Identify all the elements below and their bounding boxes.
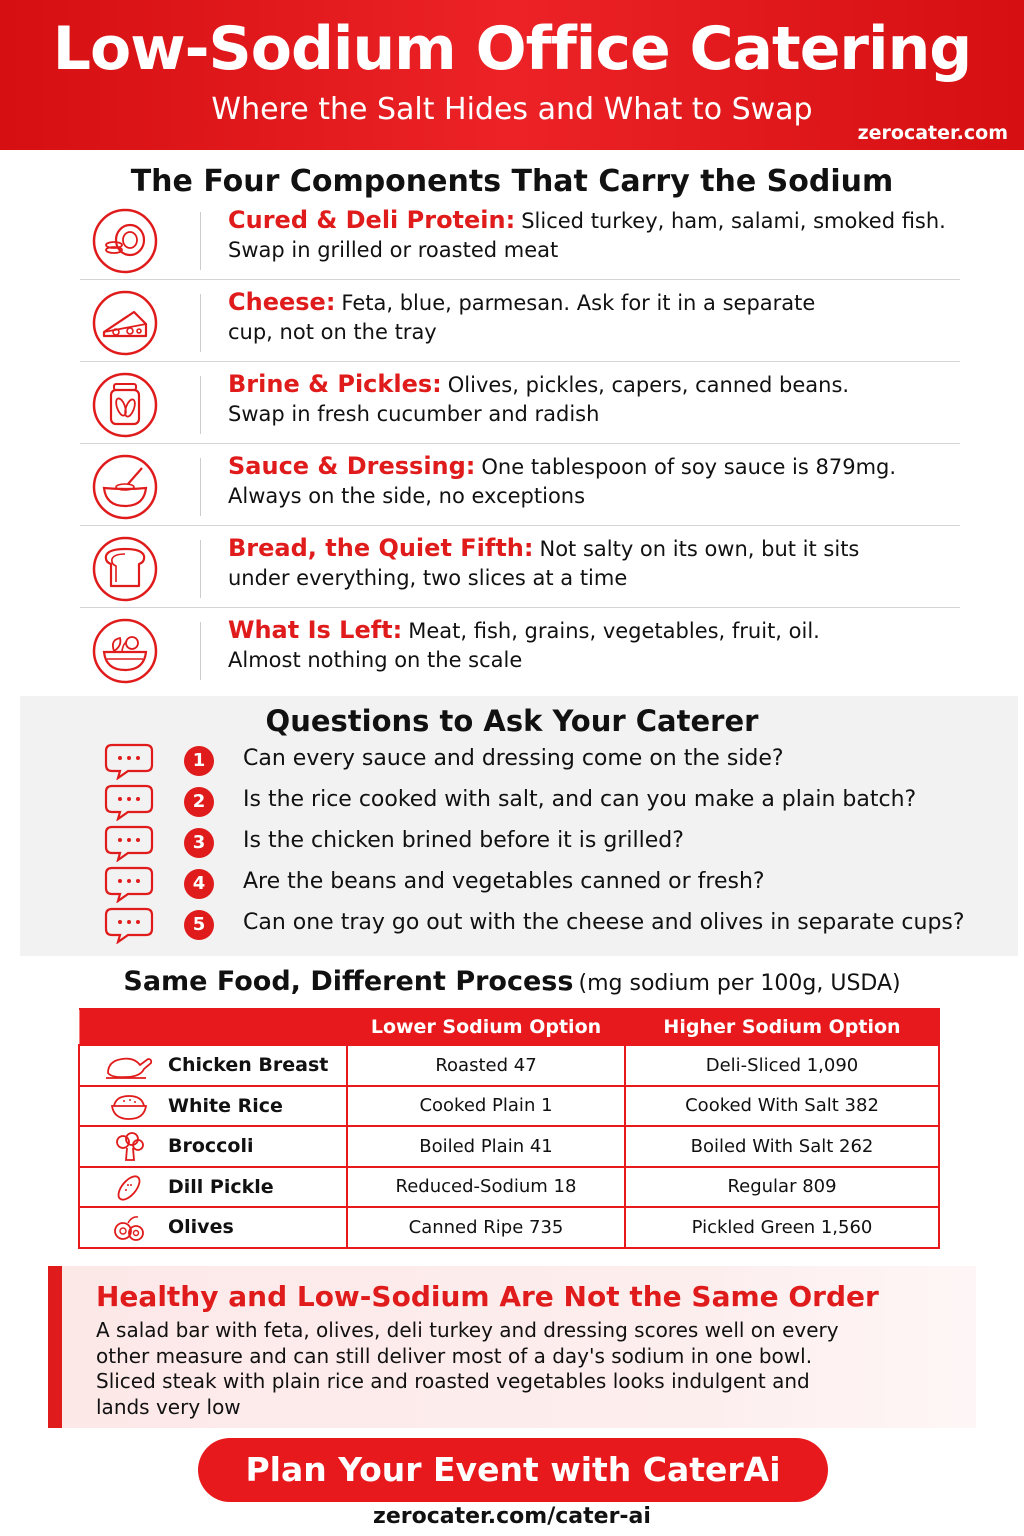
question-number: 1 bbox=[184, 746, 214, 776]
component-text: Bread, the Quiet Fifth: Not salty on its own, but it sits under everything, two slices at a time bbox=[228, 534, 860, 590]
component-sauce-dressing bbox=[80, 446, 960, 526]
callout-box bbox=[48, 1266, 976, 1428]
chat-bubble-icon bbox=[104, 906, 154, 944]
question-item bbox=[100, 865, 980, 905]
question-item bbox=[100, 783, 980, 823]
question-text: Can one tray go out with the cheese and olives in separate cups? bbox=[243, 910, 965, 935]
site-link[interactable]: zerocater.com bbox=[857, 122, 1008, 144]
salad-bowl-icon bbox=[92, 618, 158, 684]
header-banner bbox=[0, 0, 1024, 150]
callout-title: Healthy and Low-Sodium Are Not the Same Order bbox=[96, 1280, 879, 1313]
low-value: Cooked Plain 1 bbox=[347, 1086, 625, 1127]
question-number: 5 bbox=[184, 910, 214, 940]
sauce-bowl-icon bbox=[92, 454, 158, 520]
deli-meat-icon bbox=[92, 208, 158, 274]
component-bread bbox=[80, 528, 960, 608]
table-row bbox=[79, 1126, 939, 1167]
low-value: Boiled Plain 41 bbox=[347, 1126, 625, 1167]
chicken-icon bbox=[104, 1051, 154, 1081]
question-text: Can every sauce and dressing come on the side? bbox=[243, 746, 784, 771]
food-name: Chicken Breast bbox=[168, 1054, 329, 1077]
header-higher: Higher Sodium Option bbox=[625, 1009, 939, 1045]
page-subtitle: Where the Salt Hides and What to Swap bbox=[211, 92, 813, 127]
low-value: Roasted 47 bbox=[347, 1045, 625, 1086]
rice-bowl-icon bbox=[104, 1092, 154, 1122]
component-what-is-left bbox=[80, 610, 960, 690]
sodium-comparison-table bbox=[78, 1008, 940, 1249]
low-value: Canned Ripe 735 bbox=[347, 1207, 625, 1248]
table-row bbox=[79, 1207, 939, 1248]
chat-bubble-icon bbox=[104, 783, 154, 821]
pickle-jar-icon bbox=[92, 372, 158, 438]
food-name: Broccoli bbox=[168, 1135, 254, 1158]
page-title: Low-Sodium Office Catering bbox=[52, 14, 972, 84]
food-name: Olives bbox=[168, 1216, 234, 1239]
question-number: 2 bbox=[184, 787, 214, 817]
component-text: Sauce & Dressing: One tablespoon of soy sauce is 879mg. Always on the side, no exceptions bbox=[228, 452, 897, 508]
table-row bbox=[79, 1086, 939, 1127]
chat-bubble-icon bbox=[104, 742, 154, 780]
food-name: Dill Pickle bbox=[168, 1175, 274, 1198]
question-item bbox=[100, 742, 980, 782]
callout-body: A salad bar with feta, olives, deli turkey and dressing scores well on every other measure and can still deliver most of a day's sodium in one bowl. Sliced steak with plain rice and roasted vegetables looks indulgent and lands very low bbox=[96, 1318, 839, 1419]
component-text: Cured & Deli Protein: Sliced turkey, ham, salami, smoked fish. Swap in grilled or roasted meat bbox=[228, 206, 946, 262]
component-cheese bbox=[80, 282, 960, 362]
plan-event-button[interactable]: Plan Your Event with CaterAi bbox=[198, 1438, 828, 1502]
broccoli-icon bbox=[104, 1132, 154, 1162]
cta-url-link[interactable]: zerocater.com/cater-ai bbox=[373, 1504, 651, 1529]
component-text: What Is Left: Meat, fish, grains, vegetables, fruit, oil. Almost nothing on the scale bbox=[228, 616, 820, 672]
question-text: Is the rice cooked with salt, and can you make a plain batch? bbox=[243, 787, 917, 812]
question-number: 3 bbox=[184, 828, 214, 858]
food-name: White Rice bbox=[168, 1094, 283, 1117]
questions-title: Questions to Ask Your Caterer bbox=[265, 704, 759, 738]
components-title: The Four Components That Carry the Sodium bbox=[130, 164, 894, 199]
chat-bubble-icon bbox=[104, 824, 154, 862]
question-number: 4 bbox=[184, 869, 214, 899]
high-value: Deli-Sliced 1,090 bbox=[625, 1045, 939, 1086]
question-item bbox=[100, 906, 980, 946]
header-lower: Lower Sodium Option bbox=[347, 1009, 625, 1045]
low-value: Reduced-Sodium 18 bbox=[347, 1167, 625, 1208]
table-note: (mg sodium per 100g, USDA) bbox=[578, 971, 901, 996]
component-deli-protein bbox=[80, 200, 960, 280]
high-value: Boiled With Salt 262 bbox=[625, 1126, 939, 1167]
cheese-icon bbox=[92, 290, 158, 356]
table-header-row bbox=[79, 1009, 939, 1045]
component-text: Cheese: Feta, blue, parmesan. Ask for it in a separate cup, not on the tray bbox=[228, 288, 816, 344]
pickle-icon bbox=[104, 1173, 154, 1203]
high-value: Regular 809 bbox=[625, 1167, 939, 1208]
table-title: Same Food, Different Process (mg sodium per 100g, USDA) bbox=[123, 966, 901, 997]
component-text: Brine & Pickles: Olives, pickles, capers, canned beans. Swap in fresh cucumber and radish bbox=[228, 370, 850, 426]
bread-icon bbox=[92, 536, 158, 602]
question-text: Is the chicken brined before it is grilled? bbox=[243, 828, 684, 853]
table-row bbox=[79, 1045, 939, 1086]
question-text: Are the beans and vegetables canned or fresh? bbox=[243, 869, 765, 894]
table-row bbox=[79, 1167, 939, 1208]
chat-bubble-icon bbox=[104, 865, 154, 903]
olives-icon bbox=[104, 1213, 154, 1243]
header-food bbox=[79, 1009, 347, 1045]
high-value: Pickled Green 1,560 bbox=[625, 1207, 939, 1248]
high-value: Cooked With Salt 382 bbox=[625, 1086, 939, 1127]
question-item bbox=[100, 824, 980, 864]
component-brine-pickles bbox=[80, 364, 960, 444]
